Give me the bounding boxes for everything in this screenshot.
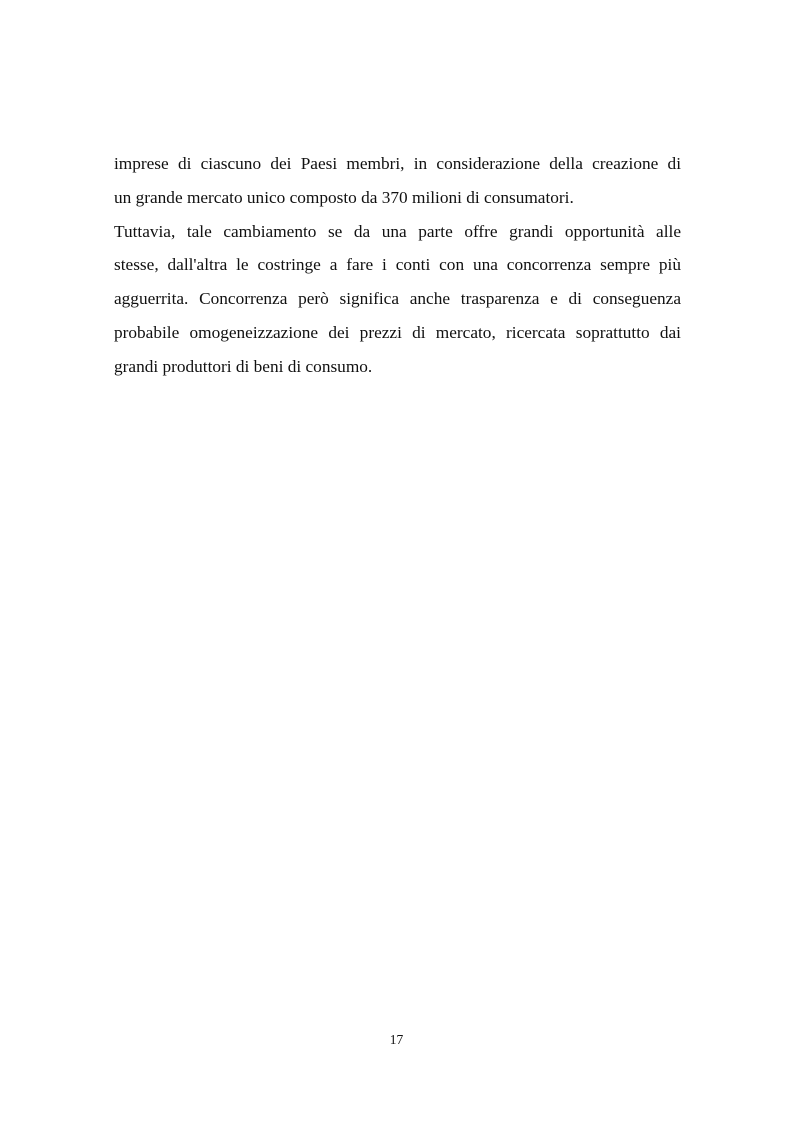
text-line: stesse, dall'altra le costringe a fare i conti con una concorrenza sempre più (114, 255, 681, 275)
paragraph-1 (114, 147, 681, 215)
text-line: agguerrita. Concorrenza però significa anche trasparenza e di conseguenza (114, 289, 681, 309)
text-line: un grande mercato unico composto da 370 milioni di consumatori. (114, 187, 574, 207)
text-line: imprese di ciascuno dei Paesi membri, in considerazione della creazione di (114, 154, 681, 173)
paragraph-2 (114, 215, 681, 384)
text-line: Tuttavia, tale cambiamento se da una parte offre grandi opportunità alle (114, 221, 681, 241)
body-text (114, 147, 681, 384)
page-number: 17 (389, 1032, 404, 1047)
text-line: probabile omogeneizzazione dei prezzi di mercato, ricercata soprattutto dai (114, 322, 681, 342)
text-line: grandi produttori di beni di consumo. (114, 356, 373, 376)
